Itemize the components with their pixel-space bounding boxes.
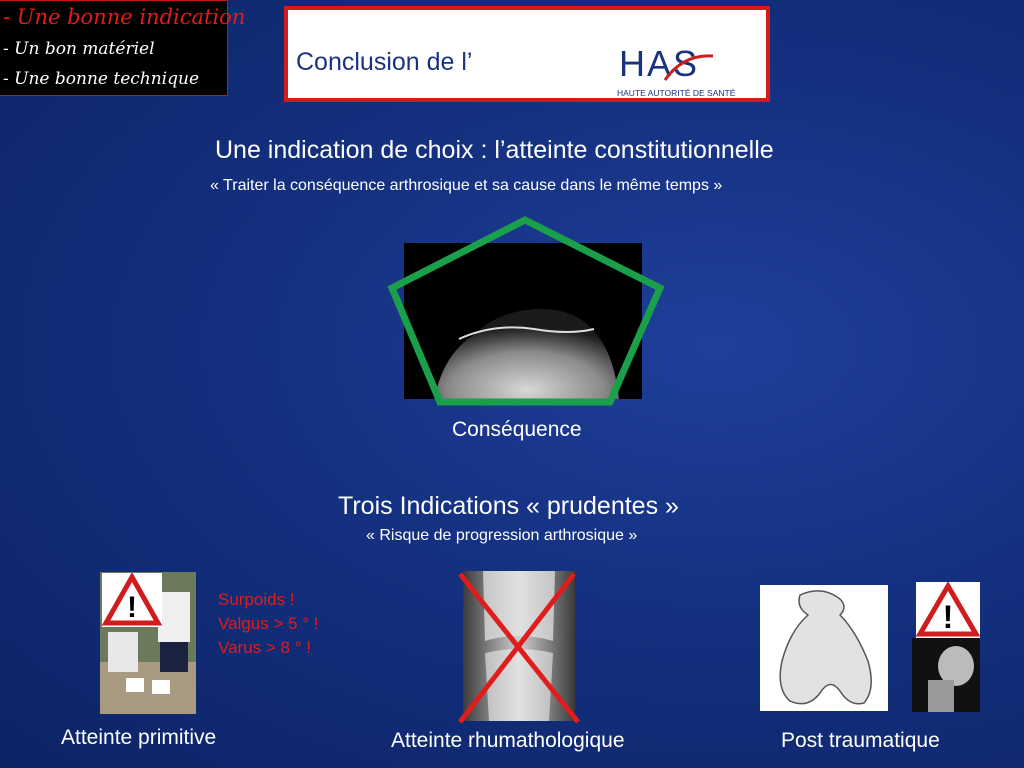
pentagon-outline-icon bbox=[385, 212, 665, 412]
svg-text:!: ! bbox=[942, 599, 954, 635]
summary-item-materiel: - Un bon matériel bbox=[3, 39, 155, 59]
banner-title: Conclusion de l’ bbox=[296, 48, 473, 76]
summary-box bbox=[0, 0, 246, 96]
caption-atteinte-rhumathologique: Atteinte rhumathologique bbox=[391, 729, 625, 752]
warning-surpoids: Surpoids ! bbox=[218, 590, 295, 609]
warning-valgus: Valgus > 5 ° ! bbox=[218, 614, 319, 633]
has-logo-subtitle: HAUTE AUTORITÉ DE SANTÉ bbox=[617, 88, 736, 98]
red-x-icon bbox=[454, 570, 584, 726]
warning-varus: Varus > 8 ° ! bbox=[218, 638, 311, 657]
has-logo bbox=[613, 36, 763, 100]
secondary-heading: Trois Indications « prudentes » bbox=[338, 492, 679, 520]
warning-triangle-icon bbox=[916, 582, 980, 638]
has-banner bbox=[284, 6, 770, 102]
knee-lateral-xray bbox=[912, 638, 980, 712]
main-heading: Une indication de choix : l’atteinte constitutionnelle bbox=[215, 136, 774, 164]
consequence-label: Conséquence bbox=[452, 418, 582, 441]
main-quote: « Traiter la conséquence arthrosique et sa cause dans le même temps » bbox=[210, 177, 723, 194]
femur-drawing bbox=[760, 585, 888, 711]
has-logo-text: HAS bbox=[619, 43, 700, 84]
warning-triangle-icon bbox=[102, 573, 162, 627]
summary-item-technique: - Une bonne technique bbox=[3, 69, 200, 89]
svg-text:!: ! bbox=[127, 591, 137, 624]
secondary-quote: « Risque de progression arthrosique » bbox=[366, 527, 638, 544]
caption-atteinte-primitive: Atteinte primitive bbox=[61, 726, 217, 749]
caption-post-traumatique: Post traumatique bbox=[781, 729, 940, 752]
summary-heading: - Une bonne indication bbox=[3, 5, 246, 29]
